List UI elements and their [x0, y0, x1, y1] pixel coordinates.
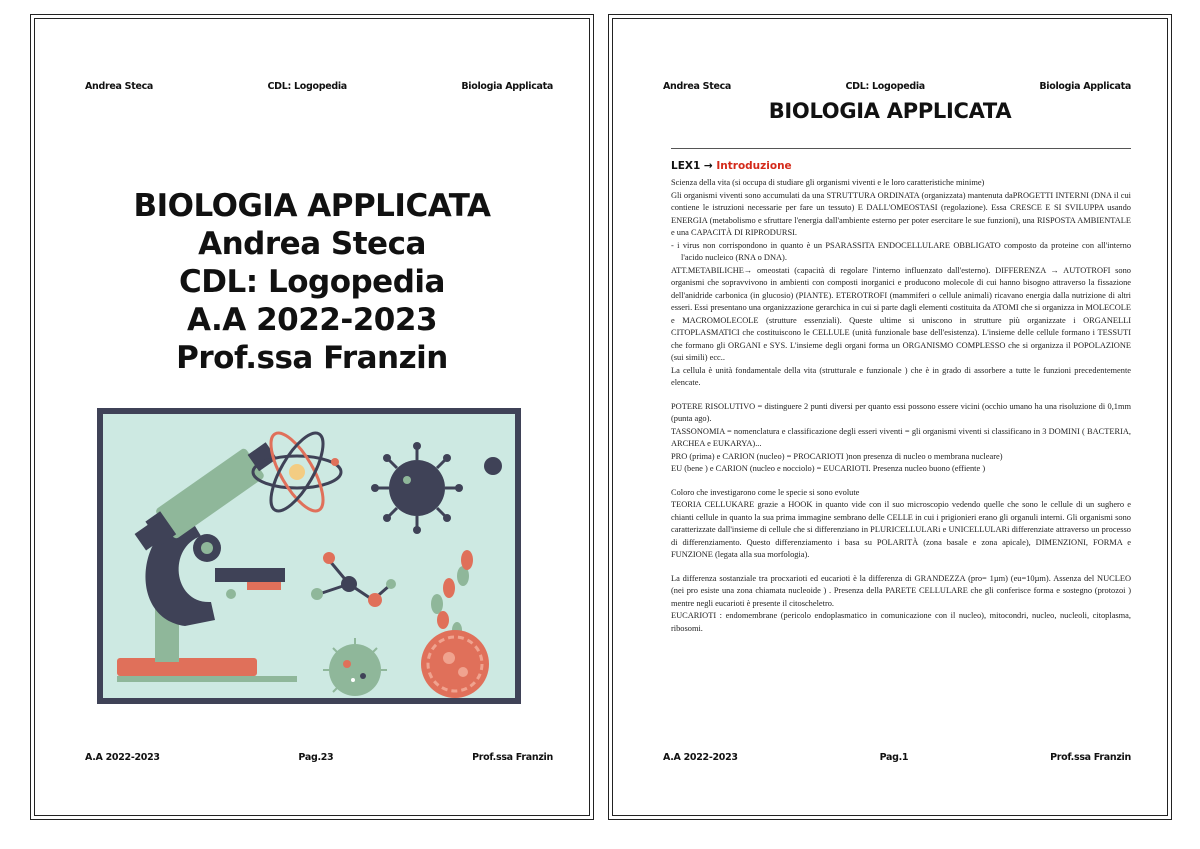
paragraph: La cellula è unità fondamentale della vita (strutturale e funzionale ) che è in grado di assorbere a tutte le funzioni precedentemente elencate.: [671, 365, 1131, 387]
footer-professor: Prof.ssa Franzin: [1050, 752, 1131, 763]
cover-title-block: [31, 187, 593, 377]
paragraph: TASSONOMIA = nomenclatura e classificazione degli esseri viventi = gli organismi viventi si classificano in 3 DOMINI ( BACTERIA, ARCHEA e EUKARYA)...: [671, 426, 1131, 448]
footer-year: A.A 2022-2023: [663, 752, 738, 763]
header-author: Andrea Steca: [663, 81, 732, 92]
cover-course: CDL: Logopedia: [179, 264, 445, 300]
content-page: [608, 14, 1172, 820]
paragraph: - i virus non corrispondono in quanto è un PSARASSITA ENDOCELLULARE OBBLIGATO composto da proteine con all'interno l'acido nucleico (RNA o DNA).: [671, 240, 1131, 262]
footer-professor: Prof.ssa Franzin: [472, 752, 553, 763]
paragraph: EUCARIOTI : endomembrane (pericolo endoplasmatico in comunicazione con il nucleo), mitocondri, nucleo, nucleoli, citoplasma, ribosomi.: [671, 611, 1131, 633]
lesson-heading: [671, 160, 792, 172]
header-course: CDL: Logopedia: [845, 81, 925, 92]
page-number: Pag.23: [298, 752, 334, 763]
cover-title: BIOLOGIA APPLICATA: [133, 188, 491, 224]
page-header: [663, 81, 1131, 92]
header-subject: Biologia Applicata: [1039, 81, 1131, 92]
paragraph: Gli organismi viventi sono accumulati da una STRUTTURA ORDINATA (organizzata) mantenuta daPROGETTI INTERNI (DNA il cui contiene le istruzioni necessarie per fare un tessuto) E DALL'OMEOSTASI (regolazione). Essa CRESCE E SI SVILUPPA usando ENERGIA (metabolismo e sfruttare l'energia dall'ambiente esterno per poter esercitare le sue funzioni), una RISPOSTA AMBIENTALE e una CAPACITÀ DI RIPRODURSI.: [671, 190, 1131, 237]
bacterium-icon: [421, 630, 489, 698]
paragraph: Scienza della vita (si occupa di studiare gli organismi viventi e le loro caratteristiche minime): [671, 178, 985, 187]
paragraph: TEORIA CELLUKARE grazie a HOOK in quanto vide con il suo microscopio vedendo quelle che sono le cellule di un sughero e chianti cellule in quanto la sua prima immagine sembrano delle CELLE in cui i prigionieri erano gli organuli interni. Gli organismi sono caratterizzate dall'insieme di cellule che si differenziano in PLURICELLULARi e UNICELLULARi differenziate attraverso un processo di differenziamento. Questo differenziamento i basa su POLARITÀ (zona basale e zona apicale), DIMENZIONI, FORMA e FUNZIONE (legata alla sua morfologia).: [671, 500, 1131, 559]
header-subject: Biologia Applicata: [461, 81, 553, 92]
header-course: CDL: Logopedia: [267, 81, 347, 92]
paragraph: ATT.METABILICHE→ omeostati (capacità di regolare l'interno influenzato dall'esterno). DIFFERENZA → AUTOTROFI sono organismi che sopravvivono in ambienti con composti inorganici e producono molecole di cui hanno bisogno attraverso la fissazione dell'anidride carbonica (in glucosio) (PIANTE). ETEROTROFI (mammiferi o cellule animali) ricavano energia dalla nutrizione di altri esseri. Essi presentano una organizzazione gerarchica in cui si parte dagli elementi costituita da ATOMI che si organizza in MOLECOLE e MACROMOLECOLE (strutture essenziali). Queste ultime si uniscono in strutture più organizzate i ORGANELLI CITOPLASMATICI che costituiscono le CELLULE (unità funzionale base dell'esistenza). L'insieme delle cellule formano i TESSUTI che formano gli ORGANI e SYS. L'insieme degli organi forma un ORGANISMO COMPLESSO che si organizza il POPOLAZIONE (sui simili) ecc..: [671, 265, 1131, 362]
biology-illustration: [97, 408, 521, 704]
header-author: Andrea Steca: [85, 81, 154, 92]
cover-page: [30, 14, 594, 820]
page-footer: [85, 752, 553, 763]
cover-author: Andrea Steca: [198, 226, 426, 262]
cover-professor: Prof.ssa Franzin: [176, 340, 448, 376]
paragraph: La differenza sostanziale tra procxarioti ed eucarioti è la differenza di GRANDEZZA (pro= 1µm) (eu=10µm). Assenza del NUCLEO (nei pro esiste una zona chiamata nucleoide ) . Presenza della PARETE CELLULARE che gli conferisce forma e sostegno (protozoi ) mentre negli eucarioti è presente il citoscheletro.: [671, 573, 1131, 608]
page-header: [85, 81, 553, 92]
lesson-title: Introduzione: [716, 160, 792, 172]
page-number: Pag.1: [879, 752, 909, 763]
paragraph: POTERE RISOLUTIVO = distinguere 2 punti diversi per quanto essi possono essere vicini (occhio umano ha una risoluzione di 0,1mm (punta ago).: [671, 401, 1131, 423]
page-footer: [663, 752, 1131, 763]
document-title: BIOLOGIA APPLICATA: [768, 99, 1012, 123]
lesson-prefix: LEX1 →: [671, 160, 713, 172]
title-divider: [671, 148, 1131, 149]
paragraph: EU (bene ) e CARION (nucleo e nocciolo) = EUCARIOTI. Presenza nucleo buono (effiente ): [671, 464, 986, 473]
footer-year: A.A 2022-2023: [85, 752, 160, 763]
document-body: [671, 177, 1131, 635]
paragraph: Coloro che investigarono come le specie si sono evolute: [671, 487, 860, 497]
paragraph: PRO (prima) e CARION (nucleo) = PROCARIOTI )non presenza di nucleo o membrana nucleare): [671, 451, 1003, 461]
cover-year: A.A 2022-2023: [186, 302, 438, 338]
